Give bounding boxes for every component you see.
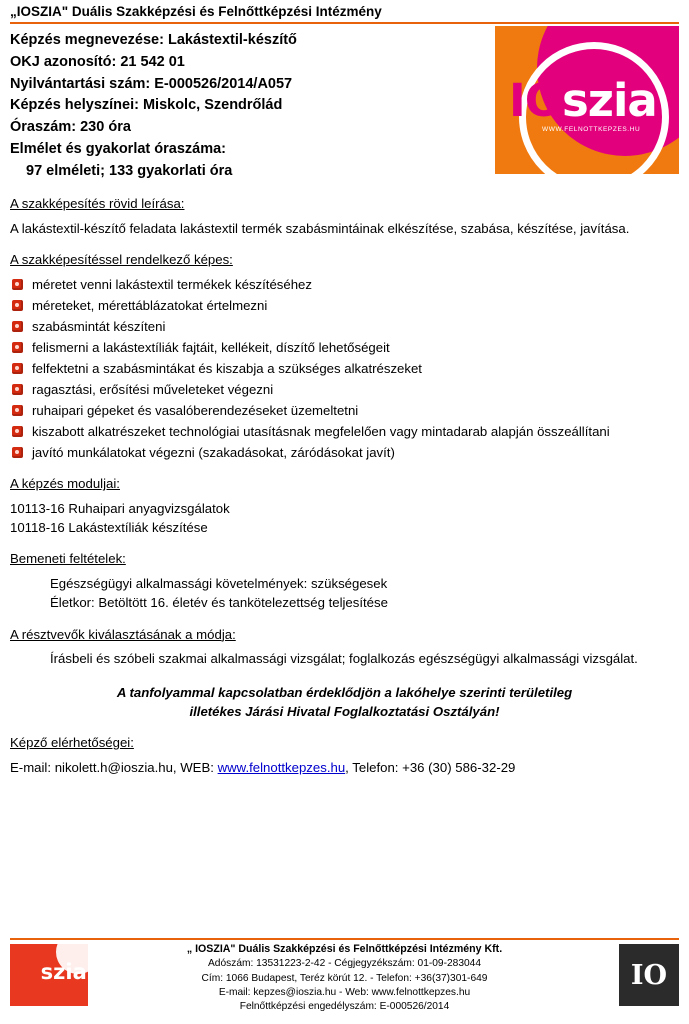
list-item — [10, 318, 679, 336]
footer-company-info — [100, 942, 589, 1015]
footer-logo-wordmark — [15, 962, 87, 983]
requirements-heading: Bemeneti feltételek: — [10, 551, 126, 567]
list-item — [10, 444, 679, 462]
list-item — [10, 360, 679, 378]
competences-heading: A szakképesítéssel rendelkező képes: — [10, 252, 233, 268]
requirement-item: Egészségügyi alkalmassági követelmények: szükségesek — [50, 576, 388, 592]
footer-ioszia-logo — [10, 944, 88, 1006]
ioszia-logo — [495, 26, 679, 174]
list-item-text: szabásmintát készíteni — [32, 319, 166, 335]
list-item-text: ruhaipari gépeket és vasalóberendezéseket üzemeltetni — [32, 403, 359, 419]
bullet-icon — [12, 342, 23, 353]
description-section — [10, 195, 679, 238]
footer-tax-info: Adószám: 13531223-2-42 - Cégjegyzékszám: 01-09-283044 — [208, 958, 481, 970]
contact-heading: Képző elérhetőségei: — [10, 734, 134, 750]
list-item — [10, 339, 679, 357]
list-item-text: méreteket, mérettáblázatokat értelmezni — [32, 298, 268, 314]
contact-section — [10, 734, 679, 777]
module-item: 10113-16 Ruhaipari anyagvizsgálatok — [10, 500, 230, 516]
bullet-icon — [12, 363, 23, 374]
competences-section — [10, 251, 679, 462]
list-item — [10, 276, 679, 294]
logo-url-text: WWW.FELNOTTKEPZES.HU — [542, 126, 641, 133]
emphasis-line-1: A tanfolyammal kapcsolatban érdeklődjön a lakóhelye szerinti területileg — [116, 684, 573, 700]
list-item — [10, 297, 679, 315]
okj-id: OKJ azonosító: 21 542 01 — [10, 53, 185, 70]
list-item-text: ragasztási, erősítési műveleteket végezni — [32, 382, 274, 398]
logo-wordmark — [509, 74, 657, 127]
document-header-title: „IOSZIA" Duális Szakképzési és Felnőttképzési Intézmény — [10, 4, 382, 19]
emphasis-note — [10, 683, 679, 721]
bullet-icon — [12, 426, 23, 437]
footer-logo-word-io: IO — [15, 960, 41, 984]
selection-section — [10, 626, 679, 669]
bullet-icon — [12, 321, 23, 332]
list-item-text: felfektetni a szabásmintákat és kiszabja a szükséges alkatrészeket — [32, 361, 422, 377]
course-name: Képzés megnevezése: Lakástextil-készítő — [10, 32, 297, 48]
footer-address: Cím: 1066 Budapest, Teréz körút 12. - Telefon: +36(37)301-649 — [201, 972, 488, 984]
bullet-icon — [12, 300, 23, 311]
list-item-text: felismerni a lakástextíliák fajtáit, kellékeit, díszítő lehetőségeit — [32, 340, 390, 356]
requirements-section — [10, 550, 679, 612]
list-item — [10, 423, 679, 441]
contact-details — [10, 759, 679, 777]
course-hours: Óraszám: 230 óra — [10, 119, 131, 135]
bullet-icon — [12, 405, 23, 416]
footer-email: E-mail: kepzes@ioszia.hu - Web: www.felnottkepzes.hu — [218, 987, 471, 998]
course-title-block — [10, 30, 480, 182]
selection-text: Írásbeli és szóbeli szakmai alkalmassági vizsgálat; foglalkozás egészségügyi alkalmassági vizsgálat. — [50, 651, 638, 667]
modules-heading: A képzés moduljai: — [10, 476, 120, 492]
list-item-text: méretet venni lakástextil termékek készítéséhez — [32, 277, 312, 293]
bullet-icon — [12, 447, 23, 458]
theory-practice-label: Elmélet és gyakorlat óraszáma: — [10, 140, 226, 157]
module-item: 10118-16 Lakástextíliák készítése — [10, 519, 208, 535]
list-item — [10, 402, 679, 420]
theory-practice-hours: 97 elméleti; 133 gyakorlati óra — [26, 162, 233, 179]
footer-company-name: „ IOSZIA" Duális Szakképzési és Felnőttképzési Intézmény Kft. — [186, 943, 503, 955]
competences-list — [10, 276, 679, 462]
contact-suffix: , Telefon: +36 (30) 586-32-29 — [345, 759, 516, 775]
contact-prefix: E-mail: nikolett.h@ioszia.hu, WEB: — [10, 759, 218, 775]
registration-number: Nyilvántartási szám: E-000526/2014/A057 — [10, 75, 293, 92]
footer-io-mark: IO — [619, 944, 679, 1006]
bullet-icon — [12, 384, 23, 395]
logo-word-szia: szia — [562, 74, 657, 127]
course-locations: Képzés helyszínei: Miskolc, Szendrőlád — [10, 97, 283, 114]
requirement-item: Életkor: Betöltött 16. életév és tankötelezettség teljesítése — [50, 594, 388, 610]
selection-heading: A résztvevők kiválasztásának a módja: — [10, 626, 236, 642]
footer-logo-word-szia: szia — [40, 960, 87, 984]
header-divider — [10, 22, 679, 24]
description-heading: A szakképesítés rövid leírása: — [10, 196, 185, 212]
list-item-text: kiszabott alkatrészeket technológiai utasításnak megfelelően vagy mintadarab alapján összeállítani — [32, 424, 610, 440]
contact-web-link[interactable]: www.felnottkepzes.hu — [217, 759, 346, 775]
footer-license: Felnőttképzési engedélyszám: E-000526/2014 — [239, 1001, 450, 1013]
modules-section — [10, 475, 679, 537]
list-item — [10, 381, 679, 399]
list-item-text: javító munkálatokat végezni (szakadásokat, záródásokat javít) — [32, 445, 395, 461]
bullet-icon — [12, 279, 23, 290]
footer-divider — [10, 938, 679, 940]
logo-word-io: IO — [509, 74, 562, 127]
document-footer — [0, 942, 689, 1018]
emphasis-line-2: illetékes Járási Hivatal Foglalkoztatási Osztályán! — [189, 703, 500, 719]
description-text: A lakástextil-készítő feladata lakástextil termék szabásmintáinak elkészítése, szabása, készítése, javítása. — [10, 221, 630, 237]
